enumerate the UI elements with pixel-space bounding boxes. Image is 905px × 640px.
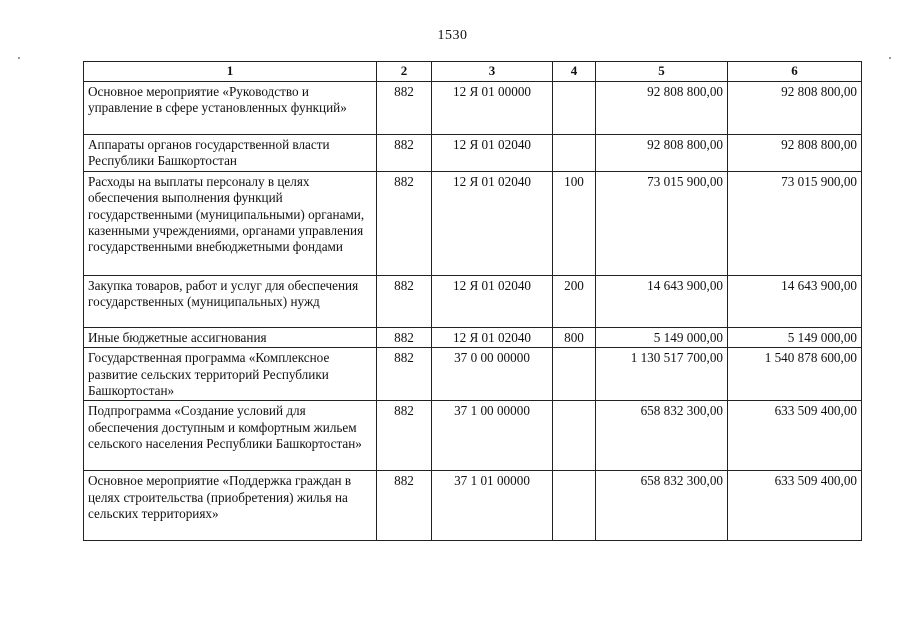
expense-type-cell (553, 471, 596, 541)
ministry-code-cell: 882 (377, 171, 432, 275)
table-row (84, 82, 862, 135)
expense-type-cell (553, 348, 596, 401)
column-header-6: 6 (728, 62, 862, 82)
target-article-cell: 37 0 00 00000 (432, 348, 553, 401)
amount-cell-col5: 92 808 800,00 (596, 135, 728, 172)
amount-cell-col6: 5 149 000,00 (728, 327, 862, 347)
ministry-code-cell: 882 (377, 82, 432, 135)
table-row (84, 401, 862, 471)
target-article-cell: 37 1 01 00000 (432, 471, 553, 541)
ministry-code-cell: 882 (377, 348, 432, 401)
column-header-4: 4 (553, 62, 596, 82)
amount-cell-col5: 73 015 900,00 (596, 171, 728, 275)
table-row (84, 348, 862, 401)
table-row (84, 171, 862, 275)
expense-type-cell (553, 82, 596, 135)
amount-cell-col5: 14 643 900,00 (596, 275, 728, 327)
row-name-cell: Аппараты органов государственной власти Республики Башкортостан (84, 135, 377, 172)
table-row (84, 275, 862, 327)
amount-cell-col6: 73 015 900,00 (728, 171, 862, 275)
ministry-code-cell: 882 (377, 401, 432, 471)
column-header-2: 2 (377, 62, 432, 82)
expense-type-cell: 800 (553, 327, 596, 347)
scan-speck (889, 57, 891, 59)
amount-cell-col6: 92 808 800,00 (728, 82, 862, 135)
column-header-5: 5 (596, 62, 728, 82)
row-name-cell: Иные бюджетные ассигнования (84, 327, 377, 347)
expense-type-cell (553, 135, 596, 172)
table-row (84, 135, 862, 172)
amount-cell-col5: 658 832 300,00 (596, 401, 728, 471)
target-article-cell: 12 Я 01 00000 (432, 82, 553, 135)
target-article-cell: 12 Я 01 02040 (432, 171, 553, 275)
amount-cell-col5: 1 130 517 700,00 (596, 348, 728, 401)
row-name-cell: Расходы на выплаты персоналу в целях обеспечения выполнения функций государственными (муниципальными) органами, казенными учреждениями, органами управления государственными внебюджетными фондами (84, 171, 377, 275)
amount-cell-col5: 92 808 800,00 (596, 82, 728, 135)
amount-cell-col6: 1 540 878 600,00 (728, 348, 862, 401)
amount-cell-col6: 633 509 400,00 (728, 401, 862, 471)
table-header-row (84, 62, 862, 82)
ministry-code-cell: 882 (377, 275, 432, 327)
row-name-cell: Подпрограмма «Создание условий для обеспечения доступным и комфортным жильем сельского населения Республики Башкортостан» (84, 401, 377, 471)
target-article-cell: 12 Я 01 02040 (432, 135, 553, 172)
expense-type-cell: 200 (553, 275, 596, 327)
target-article-cell: 12 Я 01 02040 (432, 275, 553, 327)
row-name-cell: Основное мероприятие «Руководство и управление в сфере установленных функций» (84, 82, 377, 135)
table-row (84, 471, 862, 541)
target-article-cell: 12 Я 01 02040 (432, 327, 553, 347)
ministry-code-cell: 882 (377, 327, 432, 347)
amount-cell-col5: 658 832 300,00 (596, 471, 728, 541)
row-name-cell: Основное мероприятие «Поддержка граждан в целях строительства (приобретения) жилья на сельских территориях» (84, 471, 377, 541)
ministry-code-cell: 882 (377, 471, 432, 541)
amount-cell-col6: 633 509 400,00 (728, 471, 862, 541)
amount-cell-col6: 92 808 800,00 (728, 135, 862, 172)
ministry-code-cell: 882 (377, 135, 432, 172)
page-number: 1530 (437, 28, 468, 43)
column-header-3: 3 (432, 62, 553, 82)
amount-cell-col6: 14 643 900,00 (728, 275, 862, 327)
scan-speck (18, 57, 20, 59)
table-row (84, 327, 862, 347)
column-header-1: 1 (84, 62, 377, 82)
budget-table (83, 61, 862, 541)
row-name-cell: Государственная программа «Комплексное развитие сельских территорий Республики Башкортостан» (84, 348, 377, 401)
amount-cell-col5: 5 149 000,00 (596, 327, 728, 347)
expense-type-cell: 100 (553, 171, 596, 275)
row-name-cell: Закупка товаров, работ и услуг для обеспечения государственных (муниципальных) нужд (84, 275, 377, 327)
target-article-cell: 37 1 00 00000 (432, 401, 553, 471)
expense-type-cell (553, 401, 596, 471)
